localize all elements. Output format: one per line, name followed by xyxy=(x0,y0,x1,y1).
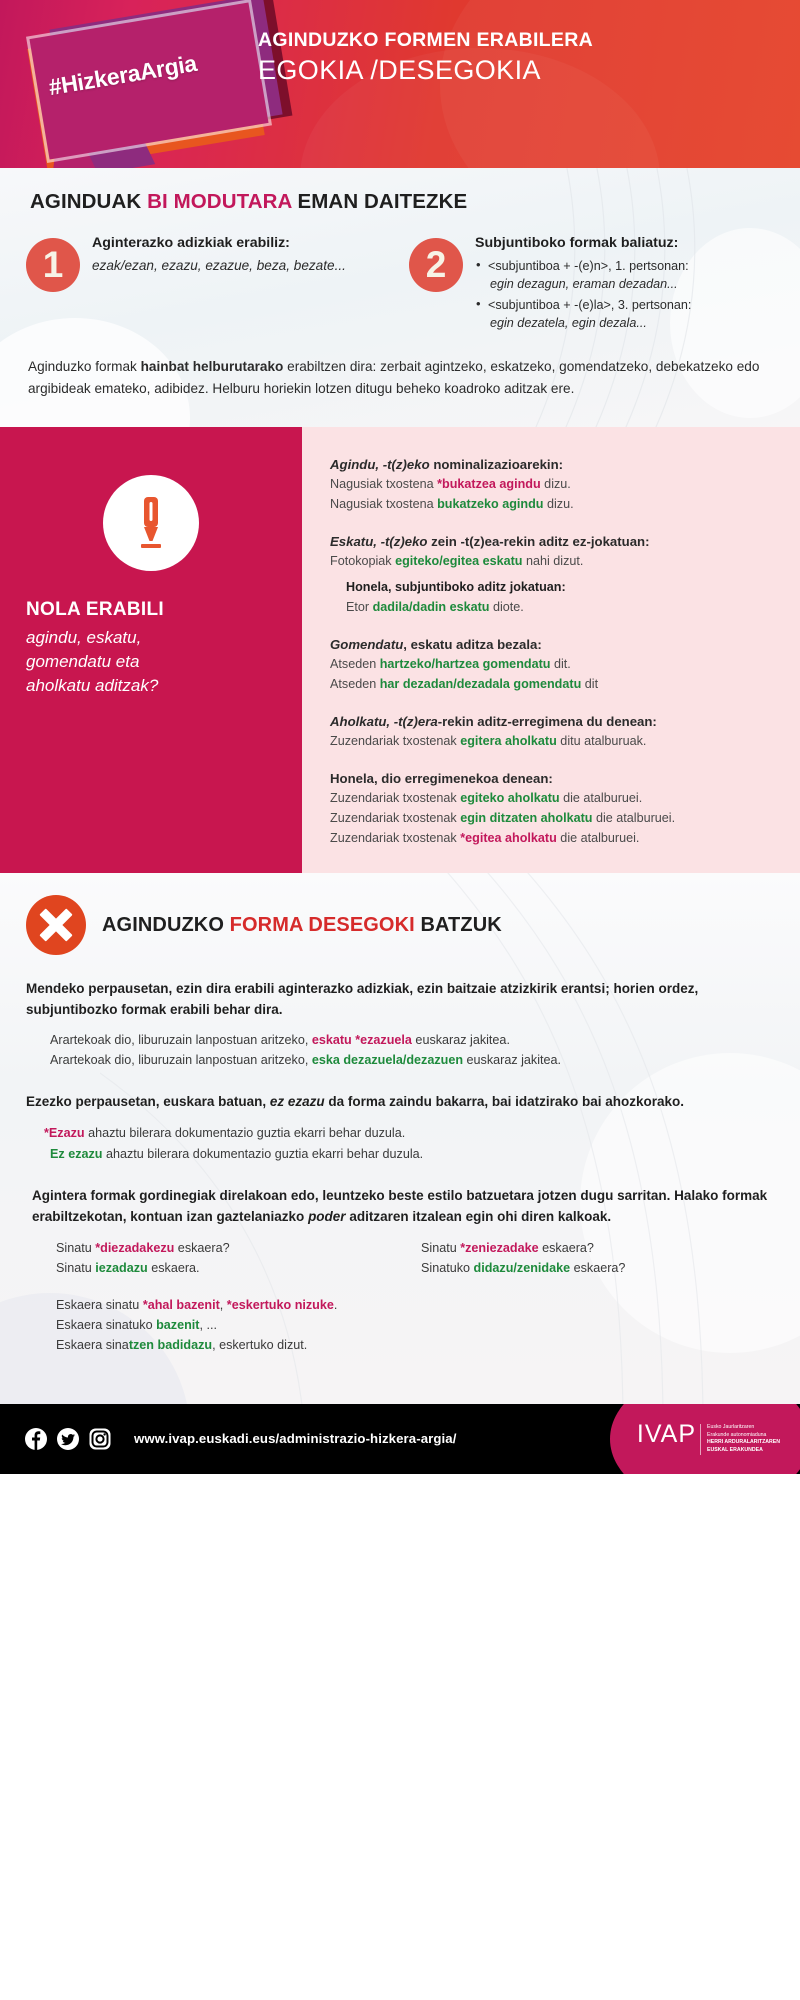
line-post: dit. xyxy=(550,656,571,671)
subheading-line-3: aholkatu aditzak? xyxy=(26,676,159,696)
line-post: dizu. xyxy=(543,497,574,511)
block-3-pair-columns xyxy=(26,1238,774,1279)
desegoki-block-1 xyxy=(26,979,774,1070)
line-post: euskaraz jakitea. xyxy=(463,1052,562,1067)
title-part-1: AGINDUAK xyxy=(30,190,148,213)
aholkatu-rest: -rekin aditz-erregimena du denean: xyxy=(437,713,657,729)
subheading-line-2: gomendatu eta xyxy=(26,652,140,672)
footer-url[interactable]: www.ivap.euskadi.eus/administrazio-hizkera-argia/ xyxy=(134,1431,457,1447)
verb-group-gomendatu xyxy=(330,635,772,694)
section-two-ways-title xyxy=(30,190,774,214)
line-pre: Sinatuko xyxy=(421,1261,474,1276)
way-column-2 xyxy=(409,234,774,334)
group-line xyxy=(330,809,772,828)
x-mark-icon xyxy=(26,895,86,955)
title-highlight: BI MODUTARA xyxy=(147,190,292,213)
line-mark-good: bazenit xyxy=(156,1318,200,1333)
lead-part-a: Agintera formak gordinegiak direlakoan edo, leuntzeko beste estilo batzuetara jotzen dugu sarritan. Halako formak erabiltzekotan, kontuan izan gaztelaniazko xyxy=(32,1188,768,1224)
line-mark-good: egitera aholkatu xyxy=(460,733,557,748)
block-2-example-1 xyxy=(26,1123,774,1143)
social-links xyxy=(24,1427,112,1451)
desegoki-block-2 xyxy=(26,1092,774,1164)
line-pre: Sinatu xyxy=(421,1240,461,1255)
line-post: euskaraz jakitea. xyxy=(411,1033,510,1048)
instagram-icon[interactable] xyxy=(88,1427,112,1451)
gomendatu-rest: eskatu aditza bezala: xyxy=(410,636,542,652)
line-mark-bad: *diezadakezu xyxy=(95,1240,175,1255)
desegoki-title-highlight: FORMA DESEGOKI xyxy=(229,913,415,936)
desegoki-block-3 xyxy=(26,1186,774,1356)
section-two-ways xyxy=(0,168,800,427)
line-post: eskaera? xyxy=(174,1240,230,1255)
line-mark-good: dadila/dadin eskatu xyxy=(372,599,490,614)
line-pre: Eskaera sina xyxy=(56,1338,129,1353)
logo-sub-line-3: HERRI ARDURALARITZAREN xyxy=(707,1439,781,1446)
line-mark-good: iezadazu xyxy=(95,1261,148,1276)
group-subtitle xyxy=(330,578,772,597)
number-badge-1: 1 xyxy=(26,238,80,292)
block-1-example-2 xyxy=(26,1051,774,1071)
eskatu-rest: zein -t(z)ea-rekin aditz ez-jokatuan: xyxy=(431,533,650,549)
line-mark-good: eska dezazuela/dezazuen xyxy=(311,1052,464,1067)
line-pre: Arartekoak dio, liburuzain lanpostuan aritzeko, xyxy=(50,1033,312,1048)
block-2-lead xyxy=(26,1092,774,1113)
line-post: die atalburuei. xyxy=(592,810,676,825)
page-header xyxy=(0,0,800,168)
hashtag-label: #HizkeraArgia xyxy=(46,49,199,101)
group-title: Honela, dio erregimenekoa denean: xyxy=(330,770,553,786)
agindu-verb: Agindu xyxy=(330,456,376,472)
tail-line-1 xyxy=(56,1295,774,1315)
paragraph-part-a: Aginduzko formak xyxy=(28,359,141,375)
bullet-2-rule: <subjuntiboa + -(e)la>, 3. pertsonan: xyxy=(488,297,692,312)
line-post: ahaztu bilerara dokumentazio guztia ekarri behar duzula. xyxy=(102,1146,424,1161)
nola-erabili-sidebar xyxy=(0,427,302,874)
way-1-examples: ezak/ezan, ezazu, ezazue, beza, bezate... xyxy=(92,258,346,274)
group-line xyxy=(330,732,772,751)
desegoki-title-part-2: BATZUK xyxy=(414,913,502,936)
block-1-example-1 xyxy=(26,1031,774,1051)
agindu-rest: nominalizazioarekin: xyxy=(433,456,564,472)
bullet-1-rule: <subjuntiboa + -(e)n>, 1. pertsonan: xyxy=(488,259,689,274)
line-mark-bad: eskatu *ezazuela xyxy=(311,1033,412,1048)
line-pre: Eskaera sinatu xyxy=(56,1297,143,1312)
bullet-1-example: egin dezagun, eraman dezadan... xyxy=(490,277,678,292)
line-pre: Sinatu xyxy=(56,1261,96,1276)
hashtag-banner xyxy=(18,4,288,168)
line-mark-bad: *egitea aholkatu xyxy=(460,830,557,845)
line-mark-good: hartzeko/hartzea gomendatu xyxy=(379,656,551,671)
group-line xyxy=(330,655,772,674)
line-post: eskaera. xyxy=(147,1261,200,1276)
section-desegoki xyxy=(0,873,800,1403)
way-column-1-text xyxy=(92,234,391,334)
header-title-secondary: EGOKIA /DESEGOKIA xyxy=(258,55,541,86)
line-post: diote. xyxy=(489,599,524,614)
eskatu-subtitle: Honela, subjuntiboko aditz jokatuan: xyxy=(346,579,566,594)
block-2-example-2 xyxy=(26,1144,774,1164)
line-post: ditu atalburuak. xyxy=(556,733,647,748)
header-title-group xyxy=(258,28,790,87)
desegoki-title-part-1: AGINDUZKO xyxy=(102,913,230,936)
pair-left-1 xyxy=(56,1238,409,1258)
verb-group-eskatu xyxy=(330,532,772,617)
line-post: eskaera? xyxy=(570,1261,626,1276)
way-1-heading: Aginterazko adizkiak erabiliz: xyxy=(92,235,290,251)
line-pre: Etor xyxy=(346,599,373,614)
logo-sub-line-2: Erakunde autonomiaduna xyxy=(707,1431,767,1438)
line-mark-bad: *ahal bazenit xyxy=(142,1297,220,1312)
line-mark-bad: *bukatzea agindu xyxy=(437,477,541,492)
line-pre: Zuzendariak txostenak xyxy=(330,733,461,748)
pen-icon xyxy=(129,494,173,552)
group-line xyxy=(330,598,772,617)
lead-italic: poder xyxy=(308,1208,346,1224)
aholkatu-suffix: , -t(z)era xyxy=(386,713,438,729)
group-title xyxy=(330,455,772,474)
line-post: nahi dizut. xyxy=(522,554,584,569)
block-1-lead: Mendeko perpausetan, ezin dira erabili aginterazko adizkiak, ezin baitzaie atzizkirik erantsi; horien ordez, subjuntibozko formak erabili behar dira. xyxy=(26,981,699,1018)
pair-left-2 xyxy=(56,1258,409,1278)
aholkatu-verb: Aholkatu xyxy=(330,713,387,729)
line-mark-good: egiteko aholkatu xyxy=(460,790,560,805)
list-item xyxy=(475,296,774,333)
eskatu-suffix: , -t(z)eko xyxy=(373,533,432,549)
nola-erabili-subheading xyxy=(26,626,276,698)
tail-line-2 xyxy=(56,1315,774,1335)
two-ways-columns xyxy=(26,234,774,334)
lead-part-b: aditzaren itzalean egin ohi diren kalkoak. xyxy=(345,1208,612,1224)
line-pre: Zuzendariak txostenak xyxy=(330,810,461,825)
line-pre: Arartekoak dio, liburuzain lanpostuan aritzeko, xyxy=(50,1052,312,1067)
tail-line-3 xyxy=(56,1335,774,1355)
line-pre: Nagusiak txostena xyxy=(330,477,438,492)
way-column-1 xyxy=(26,234,391,334)
line-pre: Zuzendariak txostenak xyxy=(330,790,461,805)
line-post: die atalburuei. xyxy=(559,790,643,805)
gomendatu-verb: Gomendatu xyxy=(330,636,404,652)
line-mark-bad: *Ezazu xyxy=(44,1126,85,1141)
group-title xyxy=(330,635,772,654)
group-line xyxy=(330,789,772,808)
line-post: dit xyxy=(581,676,599,691)
pair-right-1 xyxy=(421,1238,774,1258)
eskatu-verb: Eskatu xyxy=(330,533,374,549)
number-badge-2: 2 xyxy=(409,238,463,292)
logo-sub-line-4: EUSKAL ERAKUNDEA xyxy=(707,1447,763,1454)
line-mark-good: egin ditzaten aholkatu xyxy=(460,810,593,825)
group-line xyxy=(330,675,772,694)
block-3-tail xyxy=(26,1295,774,1356)
line-pre: Fotokopiak xyxy=(330,554,396,569)
intro-paragraph xyxy=(28,356,772,399)
section-nola-erabili xyxy=(0,427,800,874)
pairs-right-column xyxy=(421,1238,774,1279)
line-post: eskaera? xyxy=(538,1240,594,1255)
desegoki-header xyxy=(26,895,774,955)
subheading-line-1: agindu, eskatu, xyxy=(26,627,142,647)
line-post: die atalburuei. xyxy=(556,830,640,845)
bullet-2-example: egin dezatela, egin dezala... xyxy=(490,315,647,330)
list-item xyxy=(475,257,774,294)
line-post: . xyxy=(333,1297,338,1312)
line-pre: Zuzendariak txostenak xyxy=(330,830,461,845)
group-title xyxy=(330,532,772,551)
way-column-2-text xyxy=(475,234,774,334)
group-line xyxy=(330,475,772,494)
pairs-left-column xyxy=(56,1238,409,1279)
verb-group-agindu xyxy=(330,455,772,514)
agindu-suffix: , -t(z)eko xyxy=(375,456,434,472)
line-mark-bad-2: *eskertuko nizuke xyxy=(226,1297,334,1312)
way-2-heading: Subjuntiboko formak baliatuz: xyxy=(475,235,679,251)
line-mark-good: bukatzeko agindu xyxy=(437,497,544,511)
line-pre: Atseden xyxy=(330,656,380,671)
header-title-primary: AGINDUZKO FORMEN ERABILERA xyxy=(258,29,593,51)
twitter-icon[interactable] xyxy=(56,1427,80,1451)
paragraph-part-b: erabiltzen dira: zerbait agintzeko, eskatzeko, gomendatzeko, debekatzeko edo argibideak emateko, adibidez. Helburu horiekin lotzen ditugu beheko koadroko aditzak ere. xyxy=(28,359,760,396)
lead-italic: ez ezazu xyxy=(269,1094,325,1110)
logo-sub-line-1: Eusko Jaurlaritzaren xyxy=(707,1423,755,1430)
group-line xyxy=(330,495,772,514)
line-post: , ... xyxy=(199,1318,217,1333)
lead-part-a: Ezezko perpausetan, euskara batuan, xyxy=(26,1094,270,1110)
nola-erabili-heading: NOLA ERABILI xyxy=(26,598,165,620)
block-3-lead xyxy=(26,1186,774,1228)
facebook-icon[interactable] xyxy=(24,1427,48,1451)
ivap-logo-subtitle xyxy=(700,1424,786,1455)
line-mid: , xyxy=(219,1297,227,1312)
line-pre: Atseden xyxy=(330,676,380,691)
line-mark-bad: *zeniezadake xyxy=(460,1240,539,1255)
line-mark-good: didazu/zenidake xyxy=(473,1261,571,1276)
way-2-bullet-list xyxy=(475,257,774,332)
page-footer xyxy=(0,1404,800,1474)
gomendatu-mid: , xyxy=(403,636,411,652)
lead-part-b: da forma zaindu bakarra, bai idatzirako bai ahozkorako. xyxy=(324,1094,684,1110)
group-title xyxy=(330,712,772,731)
line-mark-good: tzen badidazu xyxy=(128,1338,213,1353)
group-line xyxy=(330,552,772,571)
verb-group-honela-dio xyxy=(330,769,772,848)
line-mark-good: har dezadan/dezadala gomendatu xyxy=(379,676,582,691)
ivap-logo: IVAP xyxy=(636,1419,696,1448)
line-post: , eskertuko dizut. xyxy=(212,1338,308,1353)
group-line xyxy=(330,829,772,848)
line-pre: Nagusiak txostena xyxy=(330,497,438,511)
line-pre: Eskaera sinatuko xyxy=(56,1318,157,1333)
line-post: dizu. xyxy=(540,477,571,492)
line-mark-good: egiteko/egitea eskatu xyxy=(395,554,523,569)
verb-group-aholkatu xyxy=(330,712,772,751)
line-pre: Sinatu xyxy=(56,1240,96,1255)
pair-right-2 xyxy=(421,1258,774,1278)
pen-icon-circle xyxy=(103,475,199,571)
paragraph-bold: hainbat helburutarako xyxy=(140,359,284,375)
desegoki-title xyxy=(102,914,502,937)
nola-erabili-content xyxy=(302,427,800,874)
line-mark-good: Ez ezazu xyxy=(50,1146,103,1161)
title-part-2: EMAN DAITEZKE xyxy=(291,190,468,213)
line-post: ahaztu bilerara dokumentazio guztia ekarri behar duzula. xyxy=(84,1126,406,1141)
